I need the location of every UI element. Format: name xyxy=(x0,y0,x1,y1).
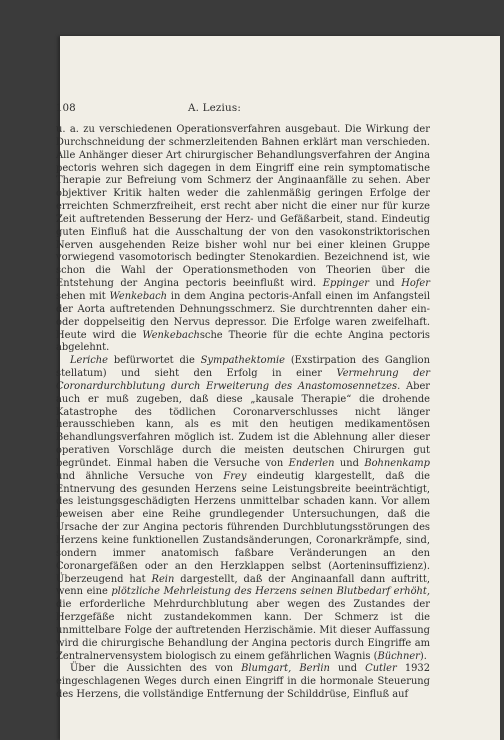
text-run: und xyxy=(369,278,402,290)
text-run: befürwortet die xyxy=(108,355,201,367)
italic-text: Enderlen xyxy=(288,457,335,469)
page-number: 108 xyxy=(56,102,76,114)
paragraph xyxy=(56,355,430,663)
text-run: und xyxy=(329,663,366,675)
text-run: und ähnliche Versuche von xyxy=(56,470,224,482)
italic-text: Frey xyxy=(223,470,247,482)
italic-text: Cutler xyxy=(365,663,397,675)
italic-text: Eppinger xyxy=(322,278,370,290)
italic-text: Büchner xyxy=(377,650,420,662)
italic-text: Leriche xyxy=(70,355,109,367)
italic-text: Wenkebach xyxy=(142,329,200,341)
text-run: sche Theorie für die echte Angina pectoris abgelehnt. xyxy=(56,329,430,354)
italic-text: Bohnenkamp xyxy=(364,457,430,469)
text-run: 1932 eingeschlagenen Weges durch einen Eingriff in die hormonale Steuerung des Herzens, die vollständige Entfernung der Schilddrüse, Einfluß auf xyxy=(56,663,430,701)
text-run: Über die Aussichten des von xyxy=(70,663,242,675)
text-run: dargestellt, daß der Anginaanfall dann auftritt, wenn eine xyxy=(56,573,430,598)
italic-text: Sympathektomie xyxy=(200,355,285,367)
text-run: die erforderliche Mehrdurchblutung aber wegen des Zustandes der Herzgefäße nicht zustandekommen kann. Der Schmerz ist die unmittelbare Folge der auftretenden Herzischämie. Mit dieser Auffassung wird die chirurgische Behandlung der Angina pectoris durch Eingriffe am Zentralnervensystem biologisch zu einem gefährlichen Wagnis ( xyxy=(56,599,430,662)
text-run: und xyxy=(334,457,365,469)
page-header xyxy=(56,102,401,116)
italic-text: Blumgart, Berlin xyxy=(241,663,330,675)
paragraph xyxy=(56,124,430,355)
italic-text: Hofer xyxy=(401,278,430,290)
text-run: Aber auch er muß zugeben, daß diese „kausale Therapie“ die drohende Katastrophe des tödlichen Coronarverschlusses nicht länger herausschieben kann, als es mit den heutigen medikamentösen Behandlungsverfahren möglich ist. Zudem ist die Ablehnung aller dieser operativen Vorschläge durch die meisten deutschen Chirurgen gut begründet. Einmal haben die Versuche von xyxy=(56,380,431,469)
italic-text: Wenkebach xyxy=(109,290,168,302)
italic-text: Vermehrung der Coronardurchblutung durch Erweiterung des Anastomosennetzes. xyxy=(56,368,430,392)
running-title: A. Lezius: xyxy=(188,102,242,114)
text-run: u. a. zu verschiedenen Operationsverfahren ausgebaut. Die Wirkung der Durchschneidung der schmerzleitenden Bahnen erklärt man verschieden. Alle Anhänger dieser Art chirurgischer Behandlungsverfahren der Angina pectoris wehren sich dagegen in dem Eingriff eine rein symptomatische Therapie zur Befreiung vom Schmerz der Anginaanfälle zu sehen. Aber objektiver Kritik halten weder die zahlenmäßig geringen Erfolge der erreichten Schmerzfreiheit, erst recht aber nicht die einer nur für kurze Zeit auftretenden Besserung der Herz- und Gefäßarbeit, stand. Eindeutig guten Einfluß hat die Ausschaltung der von den vasokonstriktorischen Nerven ausgehenden Reize bisher wohl nur bei einer kleinen Gruppe vorwiegend vasomotorisch bedingter Stenokardien. Bezeichnend ist, wie schon die Wahl der Operationsmethoden von Theorien über die Entstehung der Angina pectoris beeinflußt wird. xyxy=(56,124,430,290)
text-run: eindeutig klargestellt, daß die Entnervung des gesunden Herzens seine Leistungsbreite beeinträchtigt, des leistungsgeschädigten Herzens unmittelbar schaden kann. Vor allem beweisen aber eine Reihe grundlegender Untersuchungen, daß die Ursache der zur Angina pectoris führenden Durchblutungsstörungen des Herzens keine funktionellen Zustandsänderungen, Coronarkrämpfe, sind, sondern immer anatomisch faßbare Veränderungen an den Coronargefäßen oder an den Herzklappen selbst (Aorteninsuffizienz). Überzeugend hat xyxy=(56,470,430,585)
text-run: (Exstirpation des Ganglion stellatum) und sieht den Erfolg in einer xyxy=(56,355,430,380)
text-run: ). xyxy=(419,650,427,662)
body-text xyxy=(56,124,430,702)
italic-text: Rein xyxy=(151,573,175,585)
text-run: sehen mit xyxy=(56,290,110,302)
paragraph xyxy=(56,663,430,702)
italic-text: plötzliche Mehrleistung des Herzens seinen Blutbedarf erhöht, xyxy=(111,586,430,598)
text-run: in dem Angina pectoris-Anfall einen im Anfangsteil der Aorta auftretenden Dehnungsschmerz. Sie durchtrennten daher ein- oder doppelseitig den Nervus depressor. Die Erfolge waren zweifelhaft. Heute wird die xyxy=(56,290,430,341)
